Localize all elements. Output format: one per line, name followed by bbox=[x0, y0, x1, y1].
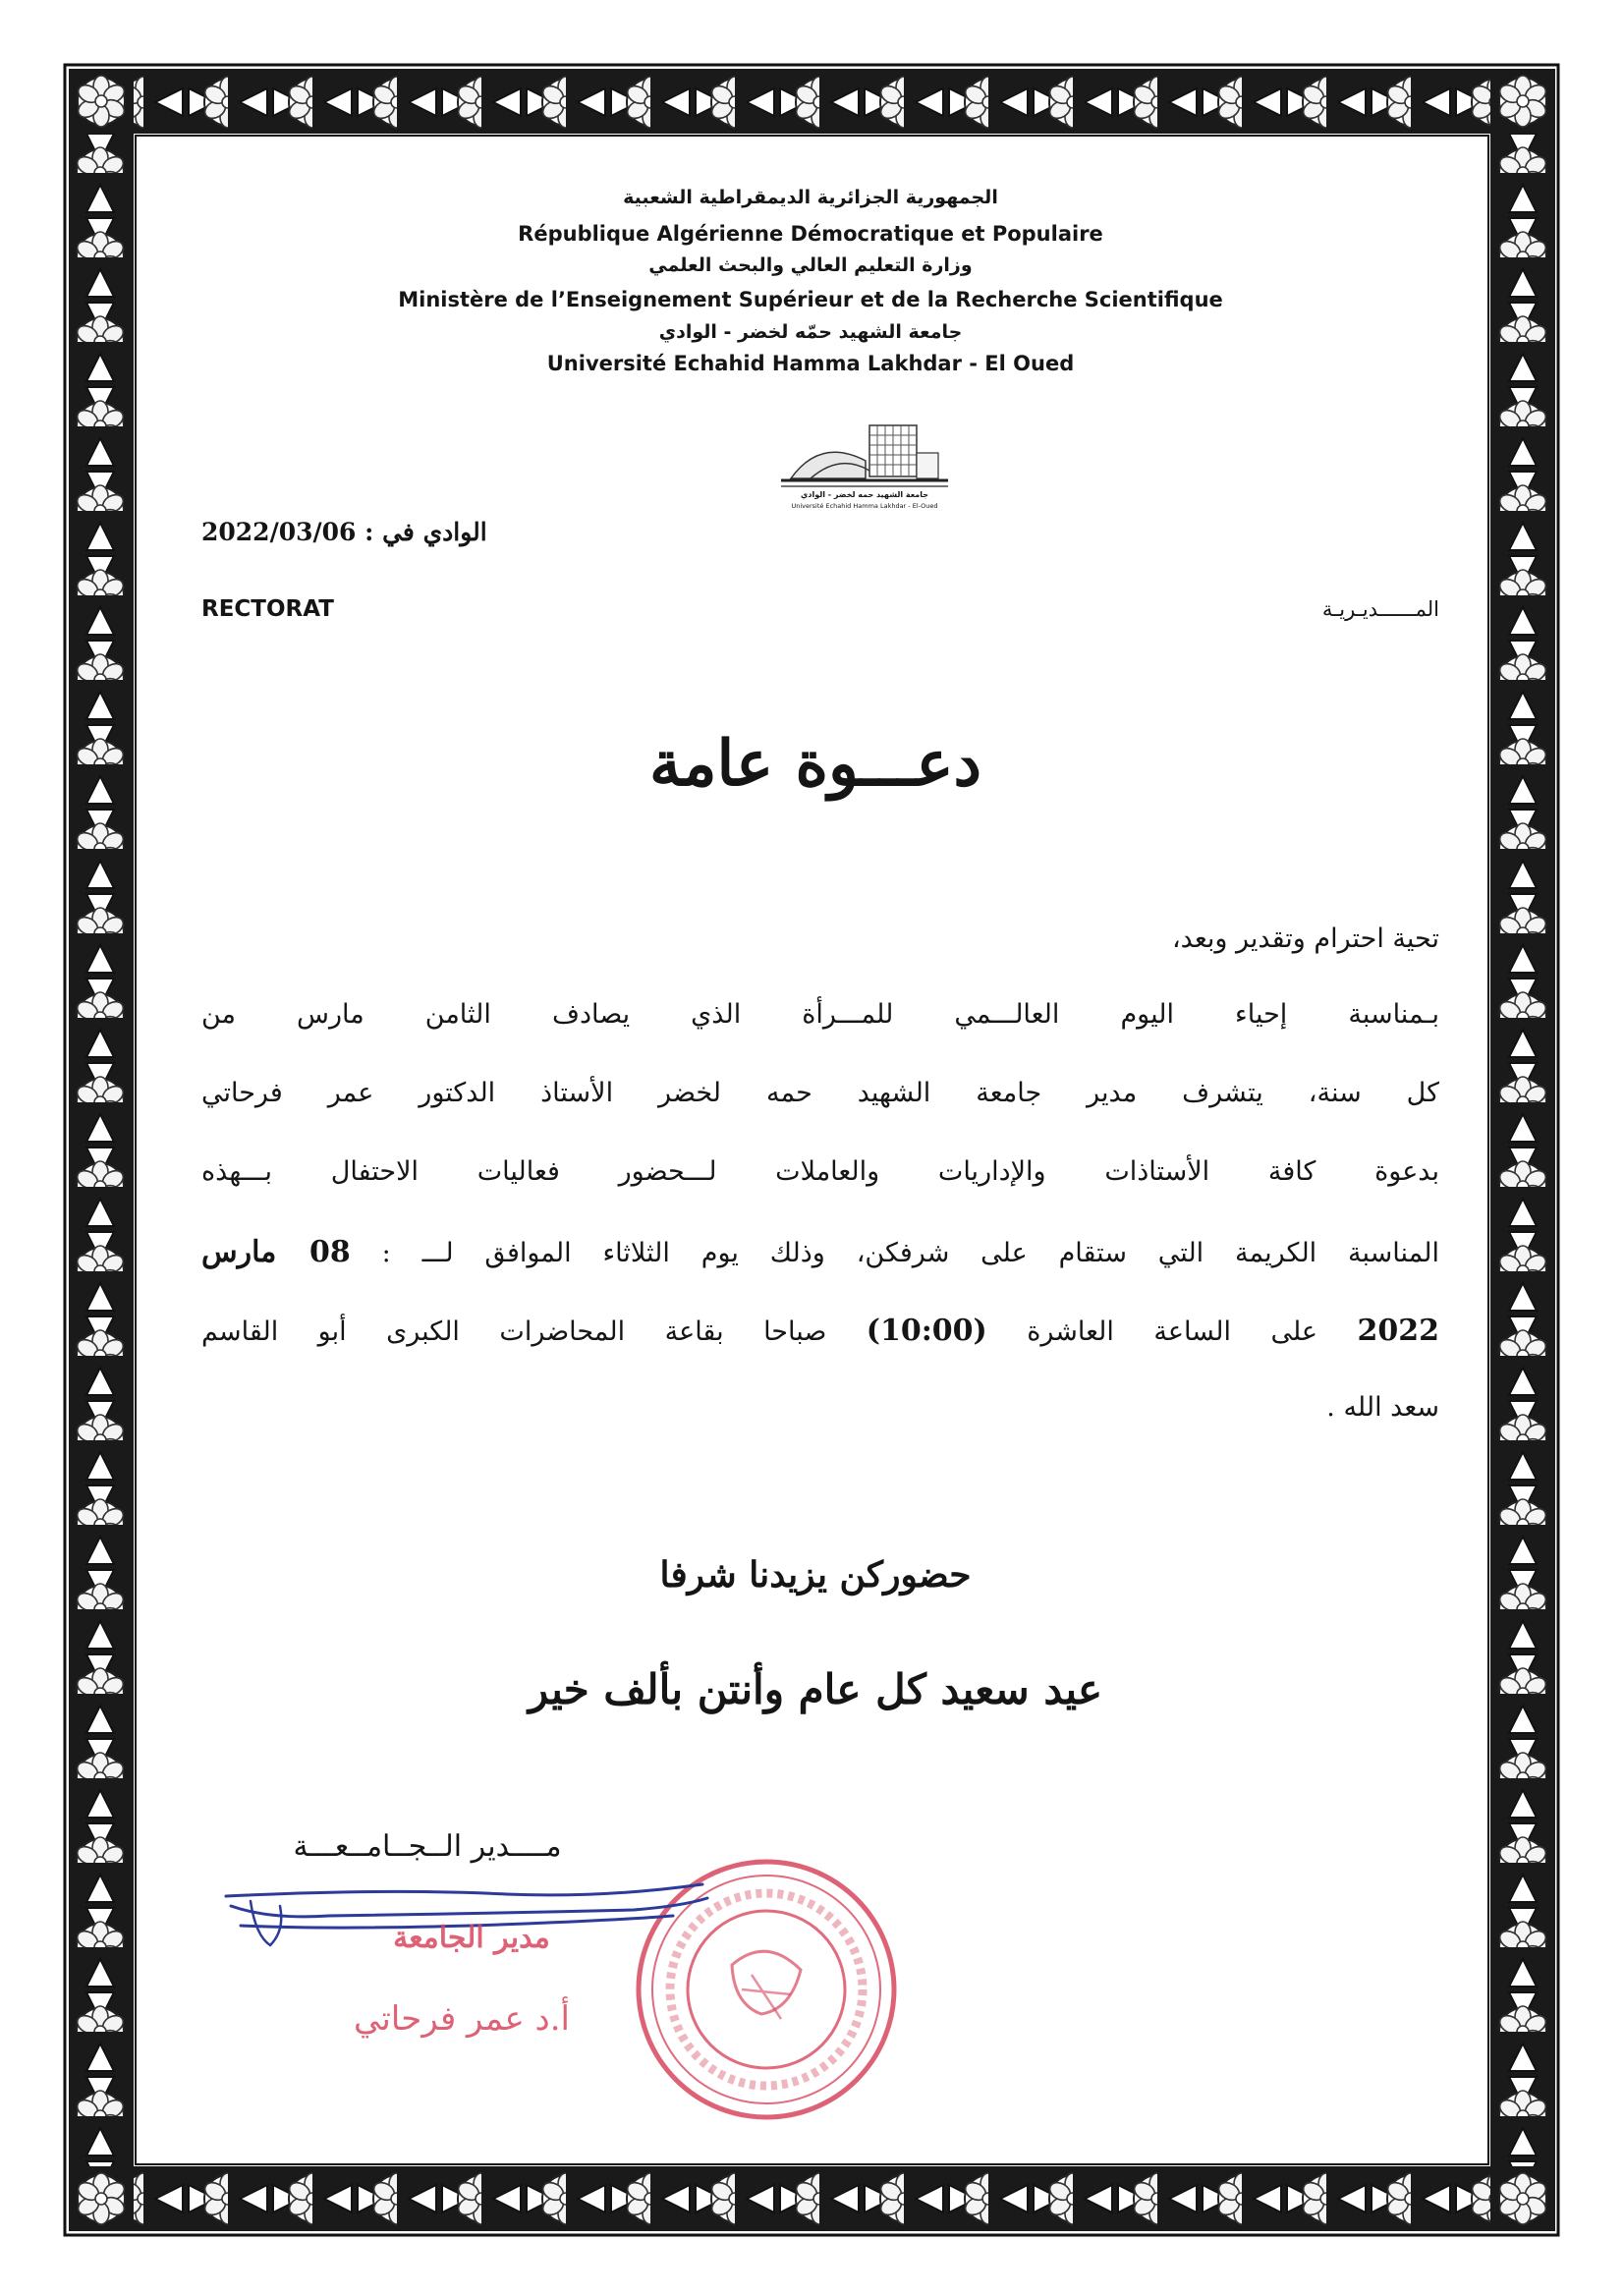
header-ministry-fr: Ministère de l’Enseignement Supérieur et de la Recherche Scientifique bbox=[398, 288, 1223, 311]
rectorat-label-fr: RECTORAT bbox=[201, 596, 334, 622]
body-line-4-text: المناسبة الكريمة التي ستقام على شرفكن، وذلك يوم الثلاثاء الموافق لـــ : bbox=[381, 1238, 1439, 1268]
date-line bbox=[201, 518, 526, 546]
document-date: 2022/03/06 bbox=[201, 518, 357, 546]
body-line-5-text-b: صباحا بقاعة المحاضرات الكبرى أبو القاسم bbox=[201, 1316, 827, 1347]
event-date: 08 مارس bbox=[201, 1235, 351, 1269]
body-line-6: سعد الله . bbox=[1326, 1392, 1439, 1423]
logo-caption-fr: Université Echahid Hamma Lakhdar - El-Oued bbox=[791, 502, 938, 510]
header-republic-ar: الجمهورية الجزائرية الديمقراطية الشعبية bbox=[623, 187, 998, 208]
rectorat-label-ar: المــــــديـريـة bbox=[1321, 597, 1439, 621]
body-line-2: كل سنة، يتشرف مدير جامعة الشهيد حمه لخضر الأستاذ الدكتور عمر فرحاتي bbox=[201, 1078, 1439, 1108]
header-university-fr: Université Echahid Hamma Lakhdar - El Oued bbox=[546, 352, 1075, 375]
university-logo bbox=[771, 418, 958, 516]
body-line-5 bbox=[201, 1314, 1439, 1348]
body-line-3: بدعوة كافة الأستاذات والإداريات والعاملات لـــحضور فعاليات الاحتفال بـــهذه bbox=[201, 1156, 1439, 1187]
document-title: دعـــوة عامة bbox=[648, 727, 982, 801]
body-line-1: بـمناسبة إحياء اليوم العالـــمي للمـــرأة الذي يصادف الثامن مارس من bbox=[201, 999, 1439, 1030]
university-building-icon bbox=[771, 418, 958, 496]
place-label: الوادي في : bbox=[364, 518, 487, 546]
header-ministry-ar: وزارة التعليم العالي والبحث العلمي bbox=[648, 254, 973, 276]
closing-line-1: حضوركن يزيدنا شرفا bbox=[659, 1554, 972, 1596]
stamp-text-name: أ.د عمر فرحاتي bbox=[354, 1999, 570, 2039]
event-time: (10:00) bbox=[866, 1314, 987, 1348]
closing-line-2: عيد سعيد كل عام وأنتن بألف خير bbox=[528, 1665, 1103, 1713]
header-university-ar: جامعة الشهيد حمّه لخضر - الوادي bbox=[658, 321, 963, 343]
logo-caption-ar: جامعة الشهيد حمه لخضر - الوادي bbox=[801, 490, 928, 499]
signature-title: مــــدير الــجــامــعـــة bbox=[293, 1829, 562, 1864]
event-year: 2022 bbox=[1357, 1314, 1439, 1348]
body-line-5-text-a: على الساعة العاشرة bbox=[1027, 1316, 1318, 1347]
header-republic-fr: République Algérienne Démocratique et Populaire bbox=[518, 222, 1103, 246]
stamp-text-title: مدير الجامعة bbox=[393, 1921, 550, 1955]
salutation: تحية احترام وتقدير وبعد، bbox=[1171, 924, 1439, 954]
body-line-4 bbox=[201, 1235, 1439, 1269]
